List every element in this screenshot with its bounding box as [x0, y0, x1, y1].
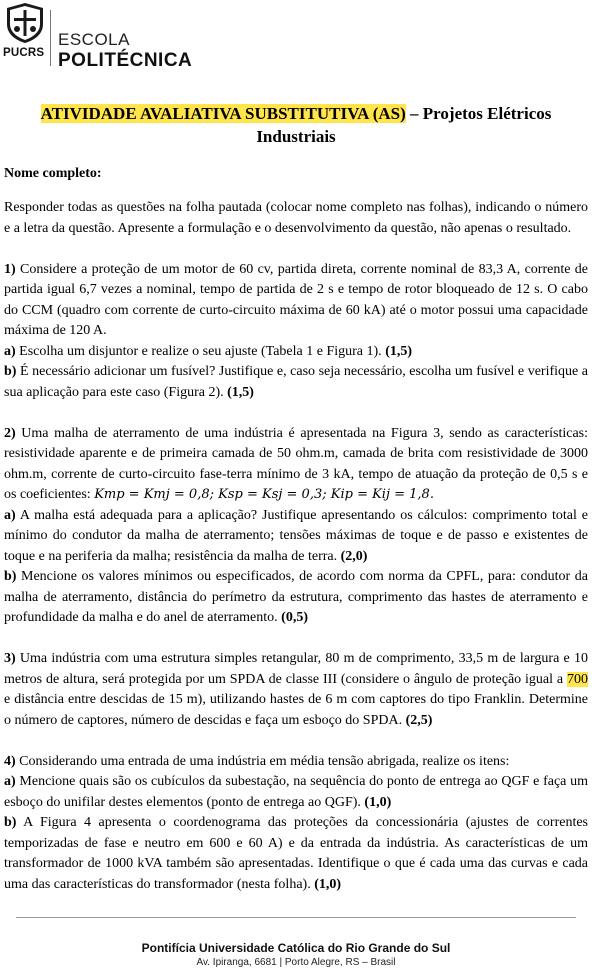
question-3: [4, 649, 588, 731]
question-number: 2): [4, 425, 16, 441]
question-2a: [4, 506, 588, 568]
exam-content: [4, 198, 588, 895]
item-letter: a): [4, 774, 16, 789]
item-text: Escolha um disjuntor e realize o seu ajuste (Tabela 1 e Figura 1).: [15, 343, 386, 359]
question-number: 1): [4, 261, 16, 277]
item-points: (2,5): [405, 712, 433, 728]
question-1b: [4, 362, 588, 403]
footer-university: Pontifícia Universidade Católica do Rio Grande do Sul: [141, 941, 451, 955]
footer-address: Av. Ipiranga, 6681 | Porto Alegre, RS – Brasil: [196, 957, 396, 968]
item-letter: b): [4, 364, 17, 379]
question-number: 4): [4, 753, 16, 769]
item-points: (1,5): [385, 343, 413, 359]
title-rest-line-1: – Projetos Elétricos: [405, 104, 552, 123]
item-points: (1,5): [227, 384, 254, 400]
item-points: (2,0): [340, 548, 368, 564]
question-2: [4, 424, 588, 506]
question-text: Considere a proteção de um motor de 60 cv, partida direta, corrente nominal de 83,3 A, corrente de partida igual 6,7 vezes a nominal, tempo de partida de 2 s e tempo de rotor bloqueado de 12 s. O cabo do CCM (quadro com corrente de curto-circuito máxima de 60 kA) até o motor possui uma capacidade máxima de 120 A.: [4, 261, 588, 338]
school-line-2: POLITÉCNICA: [58, 50, 193, 71]
school-line-1: ESCOLA: [58, 30, 130, 49]
question-4a: [4, 772, 588, 813]
institution-short-name: PUCRS: [3, 47, 45, 59]
question-text: Uma indústria com uma estrutura simples retangular, 80 m de comprimento, 33,5 m de largura e 10 metros de altura, será protegida por um SPDA de classe III (considere o ângulo de proteção igual a: [4, 651, 588, 687]
item-points: (0,5): [281, 610, 308, 625]
item-letter: a): [4, 507, 16, 523]
page-footer: [0, 917, 592, 967]
item-text: A Figura 4 apresenta o coordenograma das proteções da concessionária (ajustes de correntes temporizadas de fase e neutro em 600 e 60 A) e da entrada da indústria. As características de um transformador de 1000 kVA também são apresentadas. Identifique o que é cada uma das curvas e cada uma das características do transformador (nesta folha).: [4, 815, 588, 892]
question-4: [4, 752, 588, 773]
angle-highlight: 700: [567, 671, 588, 687]
item-text: A malha está adequada para a aplicação? Justifique apresentando os cálculos: comprimento total e mínimo do condutor da malha de aterramento; tensões máximas de toque e de passo e existentes de toque e na periferia da malha; resistência da malha de terra.: [4, 507, 588, 564]
item-points: (1,0): [364, 794, 392, 810]
question-1: [4, 260, 588, 342]
item-text: É necessário adicionar um fusível? Justifique e, caso seja necessário, escolha um fusível e verifique a sua aplicação para este caso (Figura 2).: [4, 364, 588, 400]
question-1a: [4, 342, 588, 363]
item-text: Mencione os valores mínimos ou especificados, de acordo com norma da CPFL, para: condutor da malha de aterramento, distância do perímetro da estrutura, comprimento das hastes de aterramento e profundidade da malha e do anel de aterramento.: [4, 569, 588, 625]
item-letter: a): [4, 343, 16, 359]
item-points: (1,0): [314, 876, 342, 892]
name-label: Nome completo:: [4, 166, 102, 181]
question-2b: [4, 567, 588, 629]
item-letter: b): [4, 569, 17, 584]
question-text: e distância entre descidas de 15 m), utilizando hastes de 6 m com captores do tipo Franklin. Determine o número de captores, número de descidas e faça um esboço do SPDA.: [4, 692, 588, 728]
coefficients-formula: Kmp = Kmj = 0,8; Ksp = Ksj = 0,3; Kip = Kij = 1,8.: [94, 487, 434, 502]
item-letter: b): [4, 815, 17, 830]
page-header: [0, 0, 592, 78]
page-title: [0, 102, 592, 148]
question-number: 3): [4, 651, 16, 666]
question-4b: [4, 813, 588, 895]
pucrs-crest-icon: [4, 2, 46, 44]
title-highlighted: ATIVIDADE AVALIATIVA SUBSTITUTIVA (AS): [40, 104, 406, 123]
intro-paragraph: Responder todas as questões na folha pautada (colocar nome completo nas folhas), indicando o número e a letra da questão. Apresente a formulação e o desenvolvimento da questão, não apenas o resultado.: [4, 200, 588, 236]
item-text: Mencione quais são os cubículos da subestação, na sequência do ponto de entrega ao QGF e faça um esboço do unifilar destes elementos (ponto de entrega ao QGF).: [4, 774, 588, 810]
header-divider: [50, 10, 51, 66]
footer-divider: [16, 917, 576, 918]
question-text: Uma malha de aterramento de uma indústria é apresentada na Figura 3, sendo as características: resistividade aparente e de primeira camada de 50 ohm.m, camada de brita com resistividade de 3000 ohm.m, corrente de curto-circuito fase-terra mínimo de 3 kA, tempo de atuação da proteção de 0,5 s e os coeficientes:: [4, 425, 588, 502]
question-text: Considerando uma entrada de uma indústria em média tensão abrigada, realize os itens:: [15, 753, 510, 769]
title-rest-line-2: Industriais: [256, 127, 336, 146]
